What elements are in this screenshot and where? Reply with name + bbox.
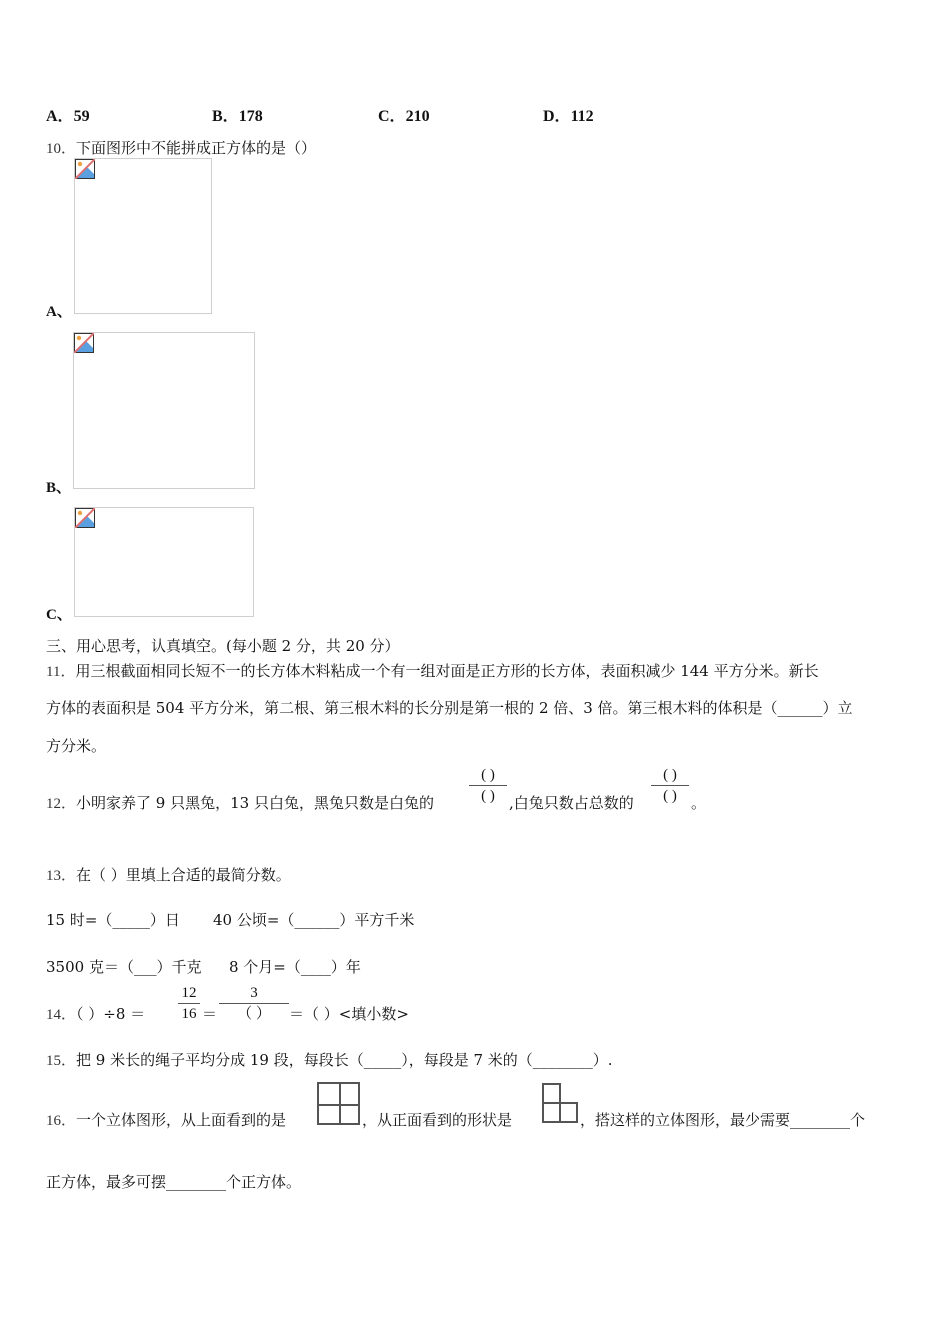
section-3-title: 三、用心思考，认真填空。(每小题 2 分，共 20 分） <box>46 637 400 655</box>
question-number: 13． <box>46 868 77 884</box>
option-value: 59 <box>73 108 90 125</box>
question-11-line3: 方分米。 <box>46 737 107 755</box>
option-b-label: B、 <box>46 480 72 496</box>
denominator-blank[interactable]: ( ) <box>663 788 677 804</box>
question-text: 用三根截面相同长短不一的长方体木料粘成一个有一组对面是正方形的长方体，表面积减少 144 平方分米。新长 <box>75 662 819 680</box>
option-value: 210 <box>405 108 430 125</box>
fraction-bar <box>469 785 507 786</box>
question-number: 10． <box>46 141 77 157</box>
numerator-blank[interactable]: ( ) <box>663 767 677 783</box>
option-a-image <box>74 158 212 314</box>
fraction-blank-2[interactable] <box>651 766 689 805</box>
question-16-text3: ，搭这样的立体图形，最少需要________个 <box>580 1111 866 1129</box>
question-text: 下面图形中不能拼成正方体的是（） <box>76 139 317 157</box>
question-number: 11． <box>46 664 76 680</box>
fraction-3-blank[interactable] <box>219 984 289 1023</box>
option-letter: B． <box>212 108 239 125</box>
question-number: 15． <box>46 1053 77 1069</box>
option-c-image <box>74 507 254 617</box>
option-b-image <box>73 332 255 489</box>
numerator-blank[interactable]: ( ) <box>481 767 495 783</box>
question-10 <box>46 137 316 158</box>
option-letter: C． <box>378 108 406 125</box>
fraction-bar <box>651 785 689 786</box>
option-letter: A． <box>46 108 74 125</box>
expression-text: （ ）÷8 ＝ <box>76 1005 146 1023</box>
question-12-text2: ,白兔只数占总数的 <box>509 794 634 812</box>
option-b <box>212 103 263 126</box>
numerator: 12 <box>181 985 197 1001</box>
option-c <box>378 103 430 126</box>
option-c-label: C、 <box>46 607 72 623</box>
fraction-blank-1[interactable] <box>469 766 507 805</box>
question-14-part1 <box>46 1003 145 1024</box>
question-number: 14． <box>46 1007 77 1023</box>
numerator: 3 <box>250 985 258 1001</box>
question-11-line2: 方体的表面积是 504 平方分米，第二根、第三根木料的长分别是第一根的 2 倍、3 倍。第三根木料的体积是（______）立 <box>46 699 853 717</box>
question-16-text1 <box>46 1109 286 1130</box>
broken-image-icon <box>75 508 95 528</box>
question-13 <box>46 864 291 885</box>
question-number: 16． <box>46 1113 77 1129</box>
option-value: 112 <box>570 108 594 125</box>
question-16-line2: 正方体，最多可摆________个正方体。 <box>46 1173 302 1191</box>
question-text: 小明家养了 9 只黑兔，13 只白兔，黑兔只数是白兔的 <box>76 794 434 812</box>
question-12-text1 <box>46 792 434 813</box>
broken-image-icon <box>75 159 95 179</box>
question-11-line1 <box>46 660 819 681</box>
q13-row2-b: 8 个月=（____）年 <box>229 958 361 976</box>
broken-image-icon <box>74 333 94 353</box>
denominator-blank[interactable]: （ ） <box>237 1006 271 1022</box>
equals-sign: ＝ <box>202 1005 218 1023</box>
fraction-bar <box>178 1003 200 1004</box>
fraction-12-16 <box>178 984 200 1023</box>
option-a <box>46 103 90 126</box>
question-14-part2: ＝（ ）<填小数> <box>289 1005 409 1023</box>
question-16-text2: ，从正面看到的形状是 <box>362 1111 513 1129</box>
denominator: 16 <box>181 1006 197 1022</box>
option-letter: D． <box>543 108 571 125</box>
option-value: 178 <box>238 108 263 125</box>
q13-row2-a: 3500 克＝（___）千克 <box>46 958 202 976</box>
top-view-grid-icon <box>317 1082 360 1125</box>
option-a-label: A、 <box>46 304 72 320</box>
q13-row1-a: 15 时=（_____）日 <box>46 911 180 929</box>
denominator-blank[interactable]: ( ) <box>481 788 495 804</box>
question-15 <box>46 1049 613 1070</box>
fraction-bar <box>219 1003 289 1004</box>
question-text: 一个立体图形，从上面看到的是 <box>76 1111 287 1129</box>
option-d <box>543 103 594 126</box>
question-12-text3: 。 <box>691 794 707 812</box>
question-text: 在（ ）里填上合适的最简分数。 <box>76 866 291 884</box>
question-number: 12． <box>46 796 77 812</box>
q13-row1-b: 40 公顷=（______）平方千米 <box>213 911 415 929</box>
front-view-shape-icon <box>541 1082 579 1125</box>
question-text: 把 9 米长的绳子平均分成 19 段，每段长（_____），每段是 7 米的（________）. <box>76 1051 613 1069</box>
